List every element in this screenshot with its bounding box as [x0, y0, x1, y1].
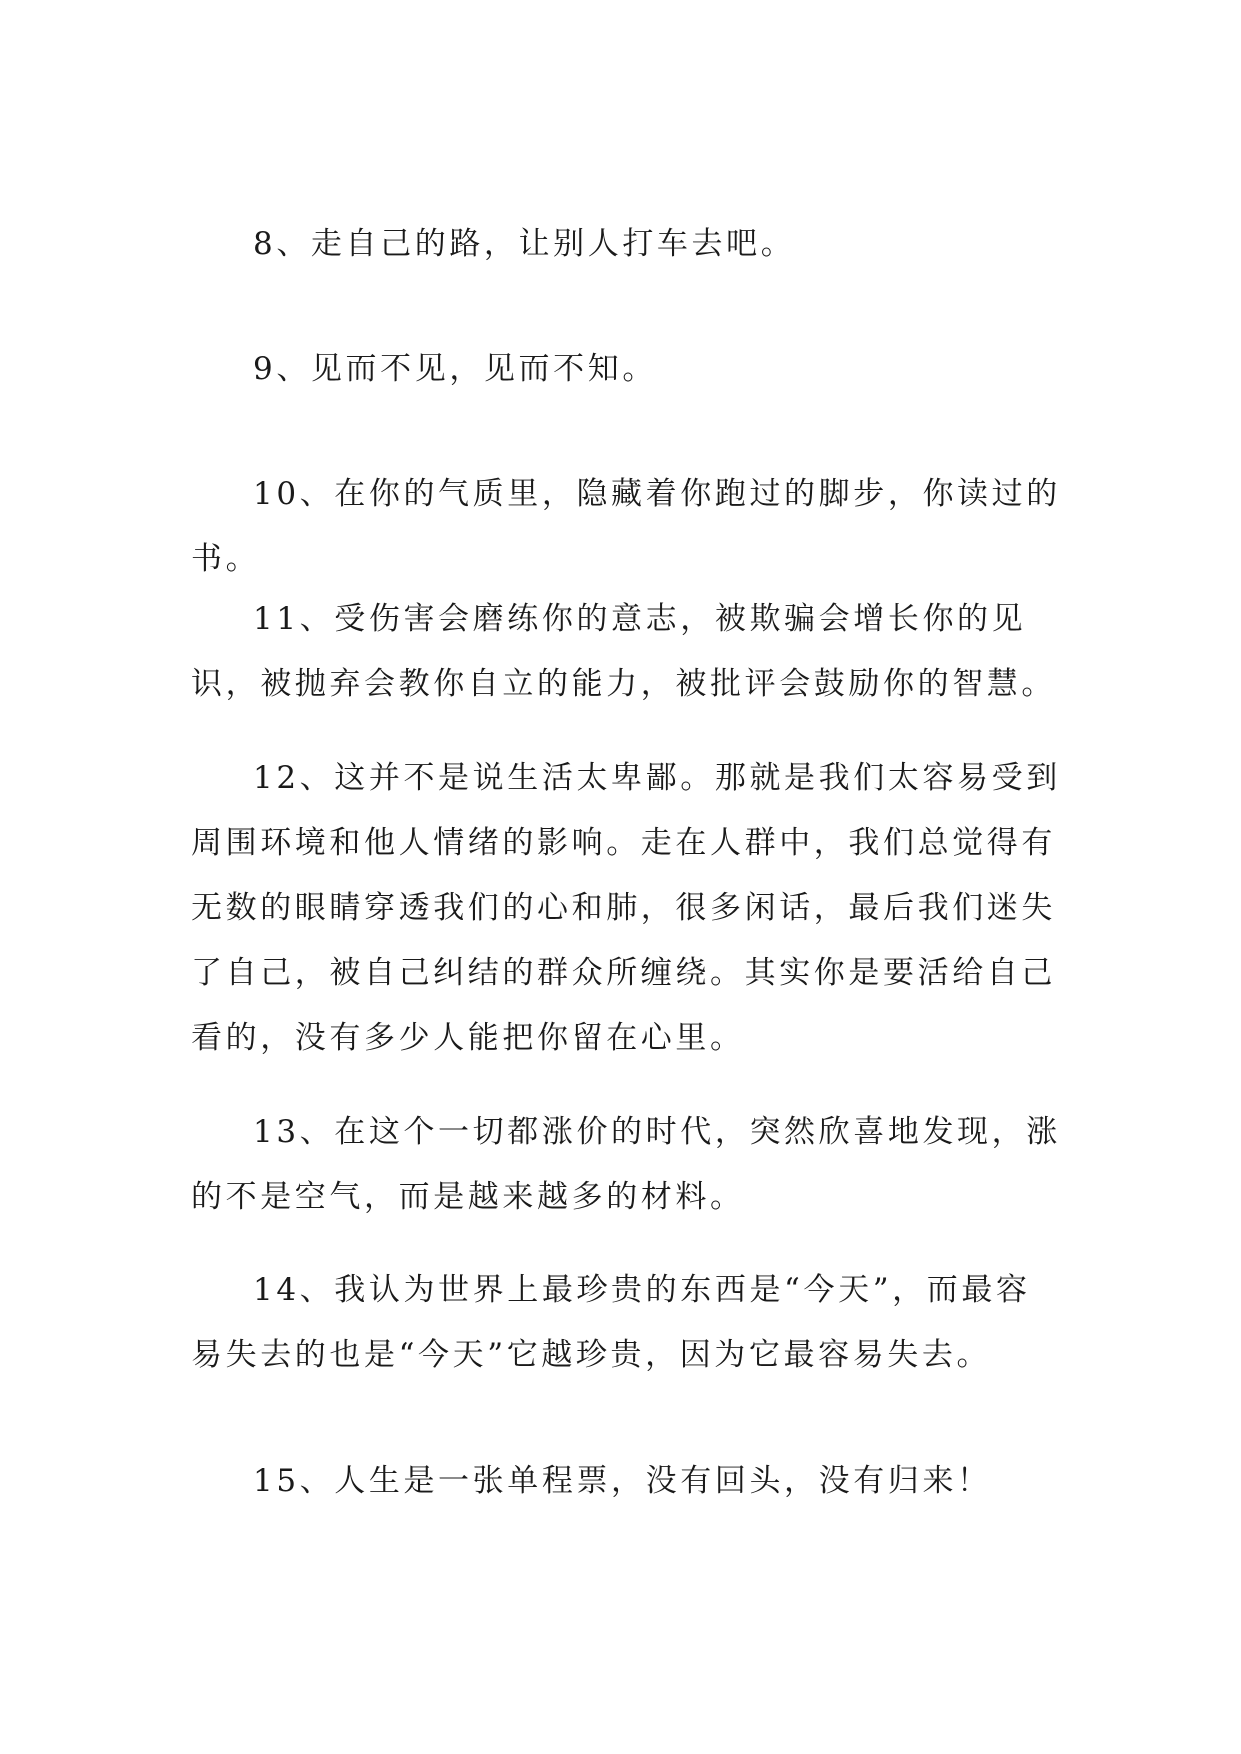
quote-item-8: 8、走自己的路，让别人打车去吧。 [253, 226, 796, 262]
quote-item-12: 12、这并不是说生活太卑鄙。那就是我们太容易受到周围环境和他人情绪的影响。走在人群中，我们总觉得有无数的眼睛穿透我们的心和肺，很多闲话，最后我们迷失了自己，被自己纠结的群众所缠绕。其实你是要活给自己看的，没有多少人能把你留在心里。 [191, 760, 1061, 1056]
quote-item-14: 14、我认为世界上最珍贵的东西是“今天”，而最容易失去的也是“今天”它越珍贵，因为它最容易失去。 [191, 1272, 1031, 1373]
quote-item-9: 9、见而不见，见而不知。 [253, 351, 657, 387]
quote-item-10: 10、在你的气质里，隐藏着你跑过的脚步，你读过的书。 [191, 476, 1061, 577]
quote-item-15: 15、人生是一张单程票，没有回头，没有归来！ [253, 1463, 992, 1499]
quote-item-11: 11、受伤害会磨练你的意志，被欺骗会增长你的见识，被抛弃会教你自立的能力，被批评会鼓励你的智慧。 [191, 601, 1056, 702]
quote-item-13: 13、在这个一切都涨价的时代，突然欣喜地发现，涨的不是空气，而是越来越多的材料。 [191, 1114, 1061, 1215]
